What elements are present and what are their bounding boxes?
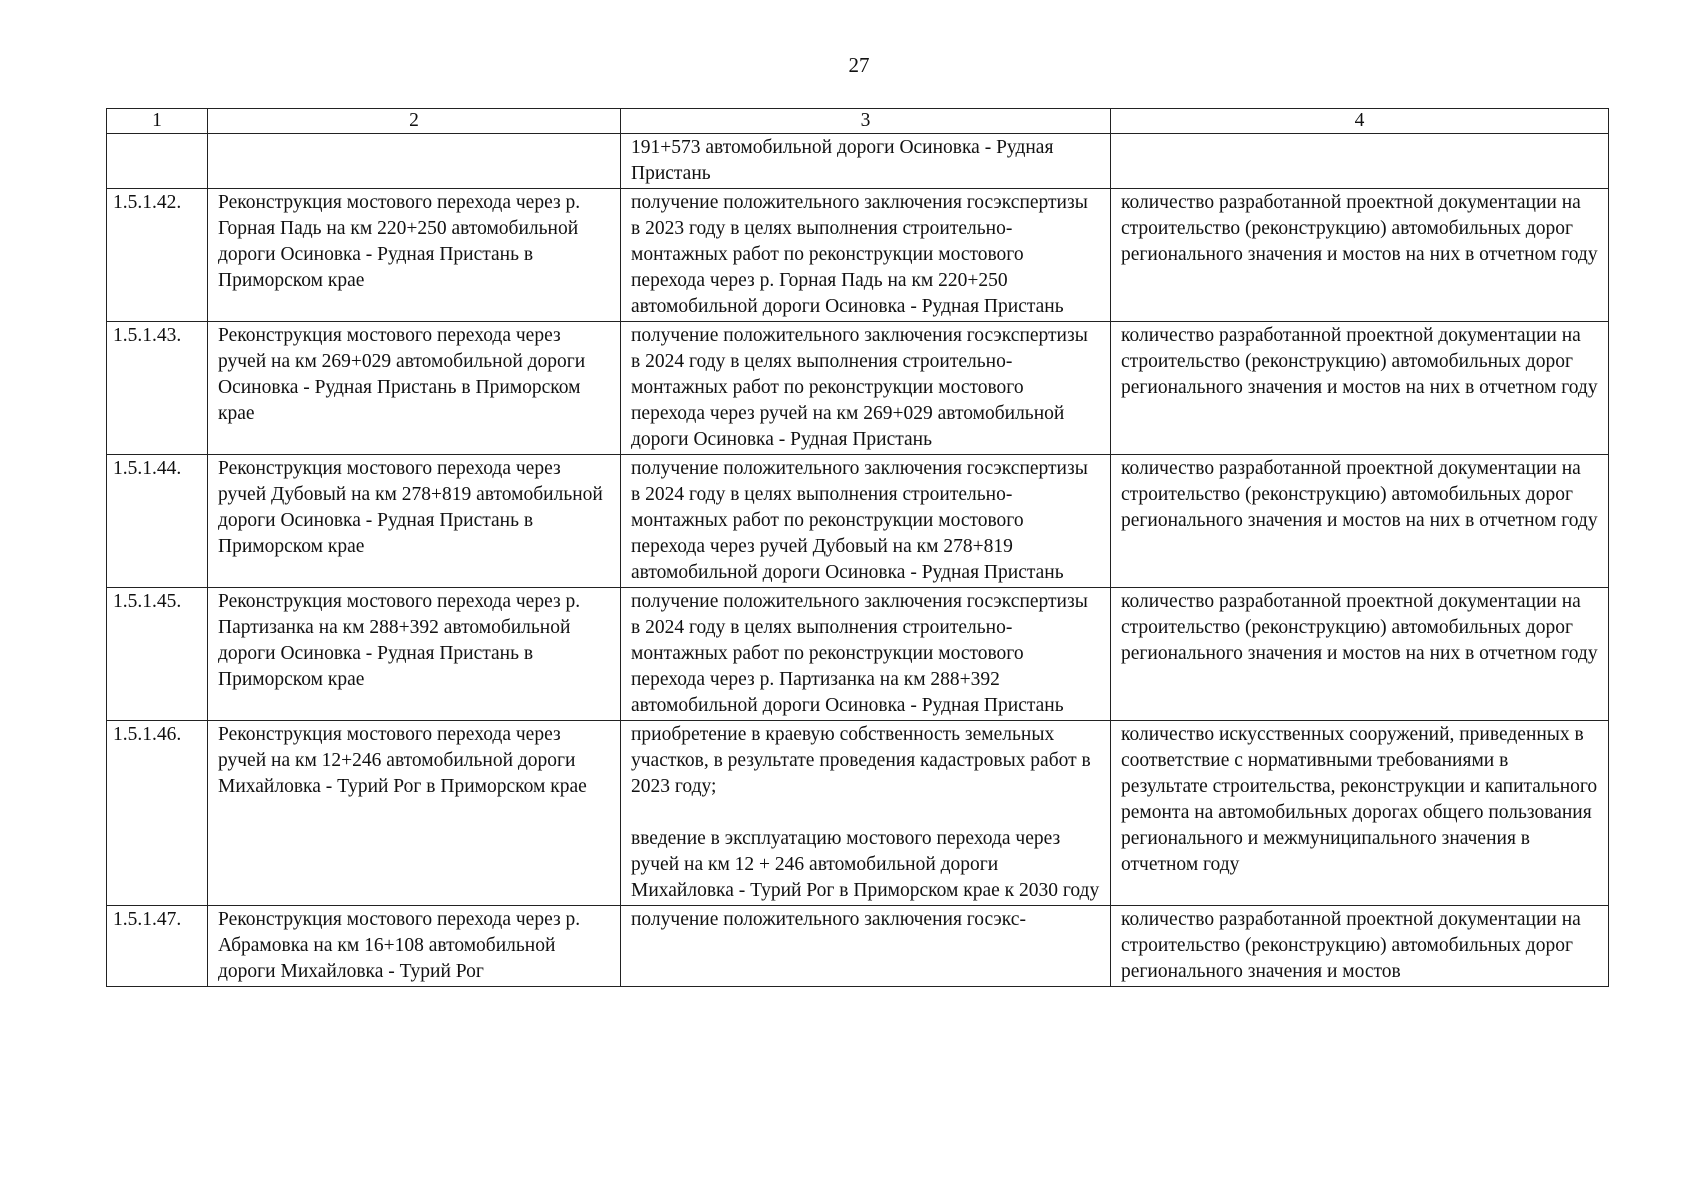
column-header-2: 2	[208, 109, 621, 134]
row-number: 1.5.1.47.	[107, 906, 208, 987]
expected-result-cell	[621, 721, 1111, 906]
indicator: количество разработанной проектной документации на строительство (реконструкцию) автомобильных дорог регионального значения и мостов на них в отчетном году	[1111, 588, 1609, 721]
table-row	[107, 322, 1609, 455]
event-name: Реконструкция мостового перехода через р. Партизанка на км 288+392 автомобильной дороги Осиновка - Рудная Пристань в Приморском крае	[208, 588, 621, 721]
row-number	[107, 134, 208, 189]
row-number: 1.5.1.45.	[107, 588, 208, 721]
table-row	[107, 906, 1609, 987]
event-name: Реконструкция мостового перехода через р. Горная Падь на км 220+250 автомобильной дороги Осиновка - Рудная Пристань в Приморском крае	[208, 189, 621, 322]
indicator: количество разработанной проектной документации на строительство (реконструкцию) автомобильных дорог регионального значения и мостов на них в отчетном году	[1111, 322, 1609, 455]
expected-result: приобретение в краевую собственность земельных участков, в результате проведения кадастровых работ в 2023 году;	[631, 724, 1091, 797]
column-header-1: 1	[107, 109, 208, 134]
expected-result-extra: введение в эксплуатацию мостового перехода через ручей на км 12 + 246 автомобильной дороги Михайловка - Турий Рог в Приморском крае к 2030 году	[631, 828, 1100, 901]
table-row	[107, 721, 1609, 906]
event-name: Реконструкция мостового перехода через р. Абрамовка на км 16+108 автомобильной дороги Михайловка - Турий Рог	[208, 906, 621, 987]
row-number: 1.5.1.44.	[107, 455, 208, 588]
table-row	[107, 134, 1609, 189]
indicator: количество разработанной проектной документации на строительство (реконструкцию) автомобильных дорог регионального значения и мостов на них в отчетном году	[1111, 189, 1609, 322]
program-table	[106, 108, 1609, 987]
column-header-4: 4	[1111, 109, 1609, 134]
row-number: 1.5.1.42.	[107, 189, 208, 322]
event-name: Реконструкция мостового перехода через ручей Дубовый на км 278+819 автомобильной дороги Осиновка - Рудная Пристань в Приморском крае	[208, 455, 621, 588]
column-header-3: 3	[621, 109, 1111, 134]
event-name	[208, 134, 621, 189]
row-number: 1.5.1.43.	[107, 322, 208, 455]
page-number: 27	[848, 53, 870, 77]
indicator: количество искусственных сооружений, приведенных в соответствие с нормативными требованиями в результате строительства, реконструкции и капитального ремонта на автомобильных дорогах общего пользования регионального и межмуниципального значения в отчетном году	[1111, 721, 1609, 906]
indicator: количество разработанной проектной документации на строительство (реконструкцию) автомобильных дорог регионального значения и мостов на них в отчетном году	[1111, 455, 1609, 588]
indicator: количество разработанной проектной документации на строительство (реконструкцию) автомобильных дорог регионального значения и мостов	[1111, 906, 1609, 987]
table-header-row	[107, 109, 1609, 134]
table-row	[107, 189, 1609, 322]
event-name: Реконструкция мостового перехода через ручей на км 269+029 автомобильной дороги Осиновка - Рудная Пристань в Приморском крае	[208, 322, 621, 455]
paragraph-gap	[631, 800, 1100, 826]
event-name: Реконструкция мостового перехода через ручей на км 12+246 автомобильной дороги Михайловка - Турий Рог в Приморском крае	[208, 721, 621, 906]
expected-result: получение положительного заключения госэкспертизы в 2023 году в целях выполнения строительно-монтажных работ по реконструкции мостового перехода через р. Горная Падь на км 220+250 автомобильной дороги Осиновка - Рудная Пристань	[621, 189, 1111, 322]
table-row	[107, 455, 1609, 588]
expected-result: получение положительного заключения госэкс-	[621, 906, 1111, 987]
expected-result: получение положительного заключения госэкспертизы в 2024 году в целях выполнения строительно-монтажных работ по реконструкции мостового перехода через ручей Дубовый на км 278+819 автомобильной дороги Осиновка - Рудная Пристань	[621, 455, 1111, 588]
indicator	[1111, 134, 1609, 189]
expected-result: 191+573 автомобильной дороги Осиновка - Рудная Пристань	[621, 134, 1111, 189]
row-number: 1.5.1.46.	[107, 721, 208, 906]
expected-result: получение положительного заключения госэкспертизы в 2024 году в целях выполнения строительно-монтажных работ по реконструкции мостового перехода через ручей на км 269+029 автомобильной дороги Осиновка - Рудная Пристань	[621, 322, 1111, 455]
expected-result: получение положительного заключения госэкспертизы в 2024 году в целях выполнения строительно-монтажных работ по реконструкции мостового перехода через р. Партизанка на км 288+392 автомобильной дороги Осиновка - Рудная Пристань	[621, 588, 1111, 721]
table-row	[107, 588, 1609, 721]
